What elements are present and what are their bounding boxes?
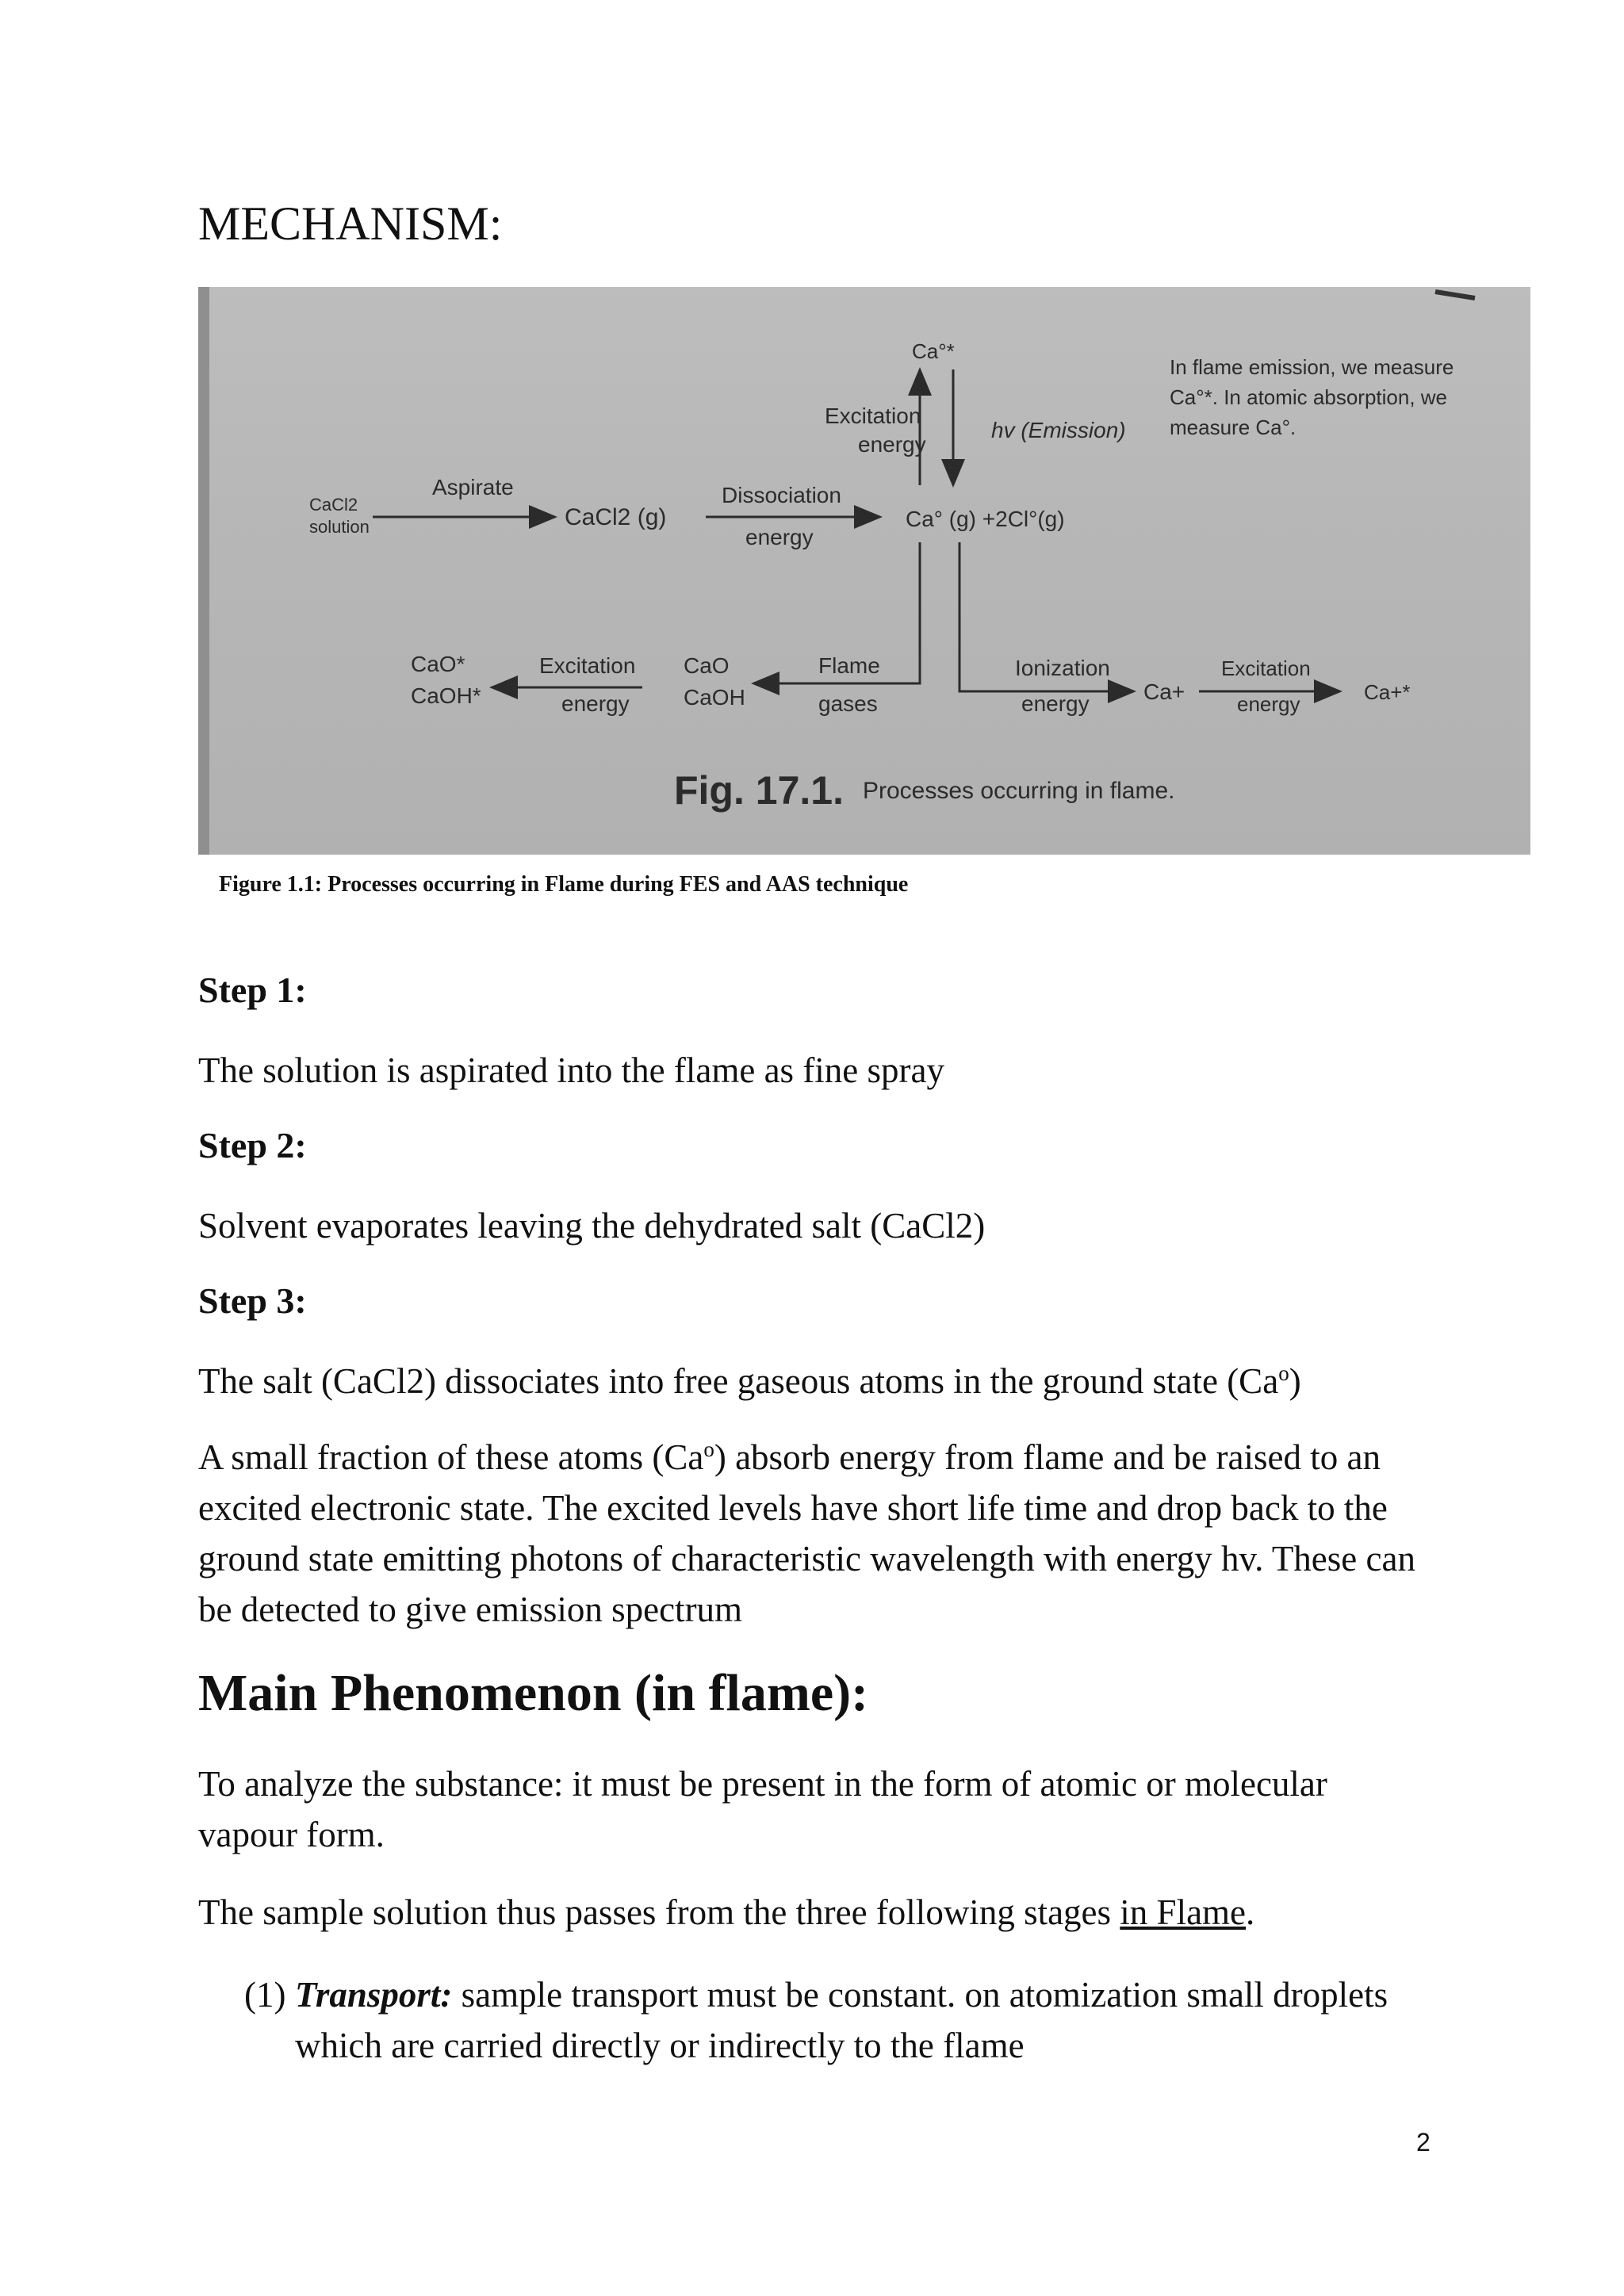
excited-state-paragraph <box>198 1432 1435 1635</box>
main-phenomenon-heading: Main Phenomenon (in flame): <box>198 1664 869 1722</box>
label-excitation-energy-2: energy <box>858 432 926 457</box>
process-diagram <box>198 287 1530 855</box>
label-cacl2-gas: CaCl2 (g) <box>565 504 667 530</box>
analyze-paragraph: To analyze the substance: it must be present in the form of atomic or molecular vapour form. <box>198 1764 1327 1854</box>
label-ca-ground: Ca° (g) +2Cl°(g) <box>906 507 1065 531</box>
step3-text-end: ) <box>1289 1361 1301 1401</box>
step3-text-a: The salt (CaCl2) dissociates into free gaseous atoms in the ground state (Ca <box>198 1361 1279 1401</box>
figure-caption: Figure 1.1: Processes occurring in Flame during FES and AAS technique <box>219 872 909 897</box>
label-ionization-1: Ionization <box>1015 656 1110 680</box>
label-ca-excited-top: Ca°* <box>912 339 955 363</box>
figure-photo <box>198 287 1530 855</box>
page-number: 2 <box>1416 2128 1431 2156</box>
label-cao: CaO <box>684 653 730 678</box>
label-note-2: Ca°*. In atomic absorption, we <box>1170 385 1448 409</box>
label-cacl2-solution-2: solution <box>309 517 370 537</box>
label-excitation-right-2: energy <box>1237 692 1300 716</box>
label-cao-star: CaO* <box>411 652 465 676</box>
list-item-text: sample transport must be constant. on atomization small droplets which are carried directly or indirectly to the flame <box>295 1975 1388 2065</box>
label-excitation-right-1: Excitation <box>1221 656 1311 680</box>
step1-text: The solution is aspirated into the flame as fine spray <box>198 1050 945 1090</box>
list-item-body <box>295 1969 1437 2071</box>
label-aspirate: Aspirate <box>432 475 514 499</box>
stages-text-a: The sample solution thus passes from the three following stages <box>198 1892 1120 1932</box>
label-dissociation-1: Dissociation <box>722 483 841 507</box>
label-excitation-left-1: Excitation <box>539 653 636 678</box>
label-flame-gases-1: Flame <box>818 653 880 678</box>
stages-paragraph <box>198 1887 1435 1938</box>
excited-text-a: A small fraction of these atoms (Ca <box>198 1437 704 1477</box>
step1-label: Step 1: <box>198 970 307 1010</box>
label-fig-title: Processes occurring in flame. <box>863 778 1175 804</box>
photo-edge-mark <box>1435 292 1475 298</box>
label-caoh-star: CaOH* <box>411 683 481 708</box>
label-ca-plus: Ca+ <box>1143 679 1185 704</box>
list-item-term: Transport: <box>295 1975 453 2015</box>
stages-text-underlined: in Flame <box>1120 1892 1247 1932</box>
label-note-1: In flame emission, we measure <box>1170 355 1454 379</box>
excited-text-sup: o <box>703 1437 714 1461</box>
label-dissociation-2: energy <box>745 525 814 549</box>
label-note-3: measure Ca°. <box>1170 415 1297 439</box>
label-ca-plus-star: Ca+* <box>1364 680 1411 704</box>
step2-text: Solvent evaporates leaving the dehydrated salt (CaCl2) <box>198 1206 986 1246</box>
excited-text-b: ) absorb energy from flame and be raised to an excited electronic state. The excited levels have short life time and drop back to the ground state emitting photons of characteristic wavelength with energy hv. These can be detected to give emission spectrum <box>198 1437 1415 1629</box>
label-caoh: CaOH <box>684 685 745 710</box>
step3-text <box>198 1356 1435 1406</box>
step3-text-sup: o <box>1278 1361 1289 1385</box>
step2-label: Step 2: <box>198 1125 307 1165</box>
label-ionization-2: energy <box>1021 691 1090 716</box>
list-item-number: (1) <box>244 1975 286 2015</box>
mechanism-heading: MECHANISM: <box>198 197 503 250</box>
label-fig-number: Fig. 17.1. <box>674 768 844 813</box>
label-flame-gases-2: gases <box>818 691 878 716</box>
label-excitation-left-2: energy <box>561 691 630 716</box>
label-cacl2-solution-1: CaCl2 <box>309 495 358 515</box>
label-emission: hv (Emission) <box>991 418 1126 442</box>
stages-text-b: . <box>1246 1892 1255 1932</box>
photo-edge-left <box>198 287 209 855</box>
step3-label: Step 3: <box>198 1280 307 1321</box>
label-excitation-energy-1: Excitation <box>825 404 921 428</box>
